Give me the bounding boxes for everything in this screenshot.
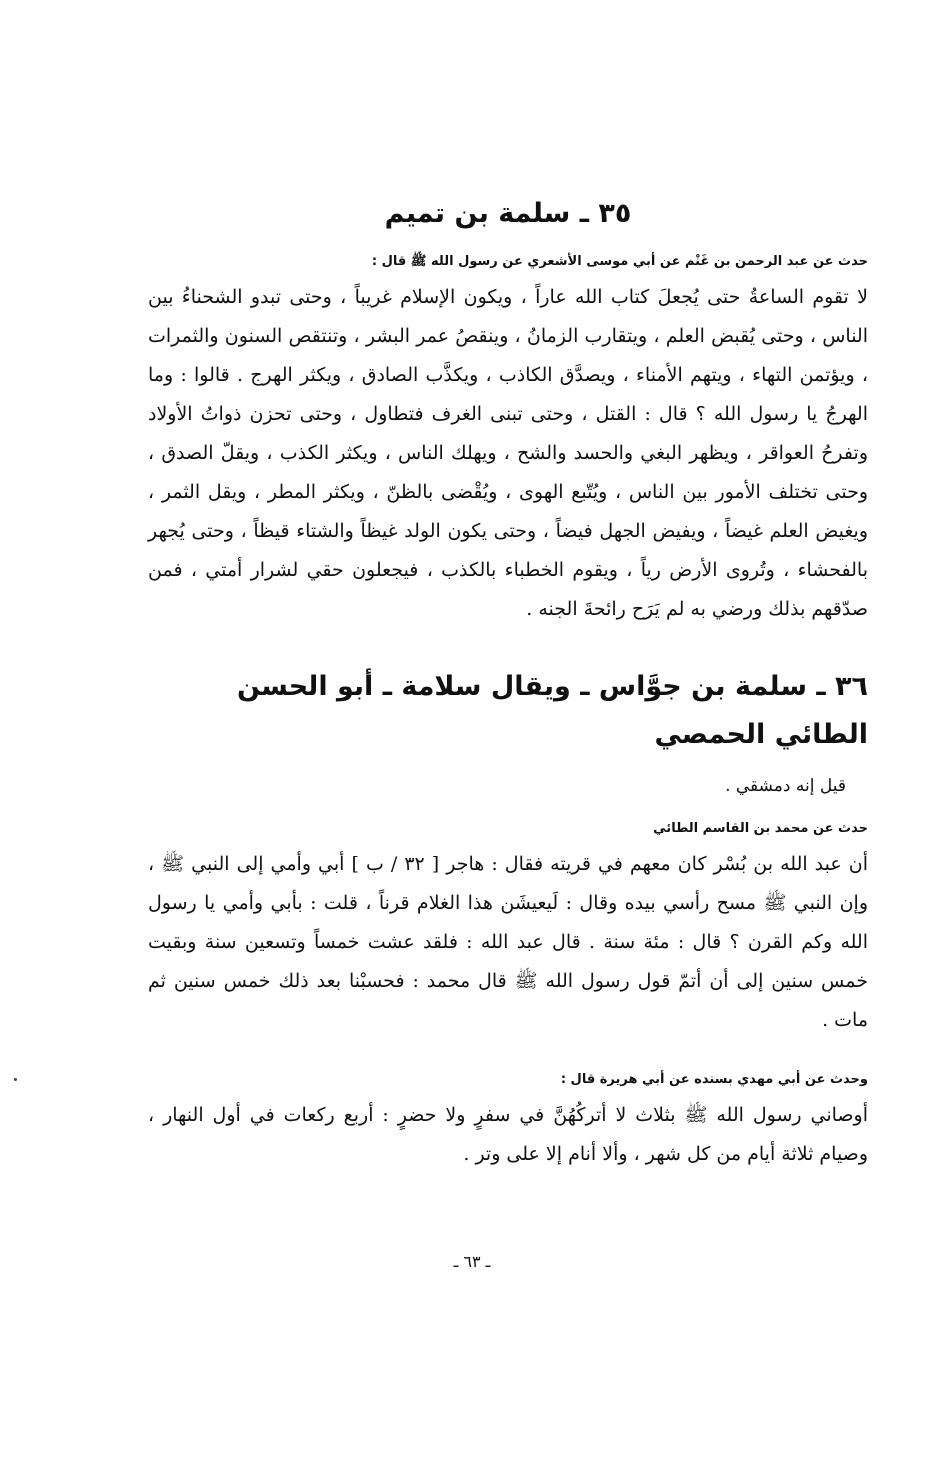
page-number: ـ ٦٣ ـ [453, 1252, 491, 1271]
paragraph-spacer [148, 1040, 868, 1068]
section-35-hadith-text: لا تقوم الساعةُ حتى يُجعلَ كتاب الله عاراً ، ويكون الإسلام غريباً ، وحتى تبدو الشحناءُ بين الناس ، وحتى يُقبض العلم ، ويتقارب الزمانُ ، وينقصُ عمر البشر ، وتنتقص السنون والثمرات ، ويؤتمن التهاء ، ويتهم الأمناء ، ويصدَّق الكاذب ، ويكذَّب الصادق ، ويكثر الهرج . قالوا : وما الهرجُ يا رسول الله ؟ قال : القتل ، وحتى تبنى الغرف فتطاول ، وحتى تحزن ذواتُ الأولاد وتفرحُ العواقر ، ويظهر البغي والحسد والشح ، ويهلك الناس ، ويكثر الكذب ، ويقلّ الصدق ، وحتى تختلف الأمور بين الناس ، ويُتّبع الهوى ، ويُقْضى بالظنّ ، ويكثر المطر ، ويقل الثمر ، ويغيض العلم غيضاً ، ويفيض الجهل فيضاً ، وحتى يكون الولد غيظاً والشتاء قيظاً ، وحتى يُجهر بالفحشاء ، وتُروى الأرض رياً ، ويقوم الخطباء بالكذب ، فيجعلون حقي لشرار أمتي ، فمن صدّقهم بذلك ورضي به لم يَرَح رائحةَ الجنه . [148, 286, 868, 620]
section-36-hadith-text-1: أن عبد الله بن بُسْر كان معهم في قريته فقال : هاجر [ ٣٢ / ب ] أبي وأمي إلى النبي ﷺ ، وإن النبي ﷺ مسح رأسي بيده وقال : لَيعيشَن هذا الغلام قرناً ، قلت : بأبي وأمي يا رسول الله وكم القرن ؟ قال : مئة سنة . قال عبد الله : فلقد عشت خمساً وتسعين سنة وبقيت خمس سنين إلى أن أتمّ قول رسول الله ﷺ قال محمد : فحسبْنا بعد ذلك خمس سنين ثم مات . [148, 853, 869, 1031]
section-36-isnad-1: حدث عن محمد بن القاسم الطائي [653, 821, 868, 836]
section-36-isnad-2: وحدث عن أبي مهدي بسنده عن أبي هريرة قال : [560, 1072, 868, 1087]
document-page [148, 190, 868, 1174]
section-spacer [148, 629, 868, 645]
section-36-note: قيل إنه دمشقي . [725, 776, 846, 796]
margin-mark [14, 1078, 17, 1081]
section-35-heading: ٣٥ ـ سلمة بن تميم [384, 198, 632, 229]
section-36-heading: ٣٦ ـ سلمة بن جوَّاس ـ ويقال سلامة ـ أبو الحسن الطائي الحمصي [236, 671, 868, 750]
section-35-isnad: حدث عن عبد الرحمن بن غَنْم عن أبي موسى الأشعري عن رسول الله ﷺ قال : [371, 254, 868, 269]
section-36-hadith-text-2: أوصاني رسول الله ﷺ بثلاث لا أتركُهُنَّ في سفرٍ ولا حضرٍ : أربع ركعات في أول النهار ، وصيام ثلاثة أيام من كل شهر ، وألا أنام إلا على وتر . [148, 1104, 868, 1165]
